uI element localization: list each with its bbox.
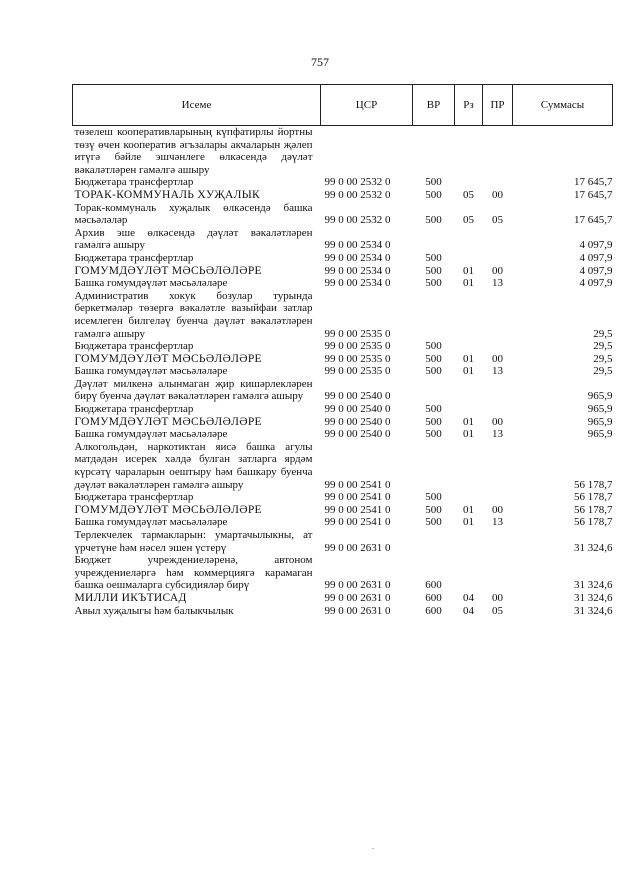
cell-pr: 13: [492, 516, 503, 529]
cell-sum: 56 178,7: [574, 516, 613, 529]
cell-csr: 99 0 00 2532 0: [324, 214, 391, 227]
cell-sum: 56 178,7: [574, 491, 613, 504]
cell-sum: 31 324,6: [574, 579, 613, 592]
cell-pr: [483, 176, 513, 189]
cell-pr: [483, 252, 513, 265]
cell-name: ГОМУМДӘҮЛӘТ МӘСЬӘЛӘЛӘРЕ: [74, 415, 262, 428]
cell-rz: [455, 529, 483, 554]
cell-sum: 965,9: [587, 403, 613, 416]
cell-vr: 500: [425, 403, 442, 416]
header-vr: ВР: [413, 85, 455, 126]
cell-sum: 56 178,7: [574, 478, 613, 491]
cell-name: Дәүләт милкенә алынмаган җир кишәрлекләрен бирү буенча дәүләт вәкаләтләрен гамәлгә ашыру: [74, 377, 313, 403]
cell-pr: [483, 529, 513, 554]
cell-pr: [483, 378, 513, 403]
cell-name: Архив эше өлкәсендә дәүләт вәкаләтләрен гамәлгә ашыру: [74, 226, 313, 252]
cell-name: Бюджетара трансфертлар: [74, 403, 194, 416]
header-sum: Суммасы: [513, 85, 613, 126]
cell-vr: [413, 378, 455, 403]
cell-rz: 04: [463, 591, 474, 604]
cell-name: төзелеш кооперативларының күпфатирлы йортны төзү өчен кооператив әгъзалары акчаларын җәлеп итүгә бәйле эшчәнлеге өлкәсендә дәүләт вәкаләтләрен гамәлгә ашыру: [74, 126, 313, 176]
cell-rz: [455, 227, 483, 252]
cell-sum: 965,9: [587, 390, 613, 403]
cell-csr: 99 0 00 2540 0: [324, 428, 391, 441]
table-row: [73, 176, 613, 189]
cell-sum: [513, 126, 613, 177]
cell-name: ГОМУМДӘҮЛӘТ МӘСЬӘЛӘЛӘРЕ: [74, 503, 262, 516]
scan-speck: [372, 848, 374, 849]
cell-csr: 99 0 00 2534 0: [324, 264, 391, 277]
cell-vr: 500: [425, 251, 442, 264]
cell-sum: 29,5: [593, 352, 613, 365]
cell-rz: [455, 441, 483, 491]
cell-sum: 4 097,9: [579, 264, 613, 277]
cell-pr: 13: [492, 277, 503, 290]
table-row: [73, 252, 613, 265]
cell-vr: 600: [425, 591, 442, 604]
cell-name: Авыл хуҗалыгы һәм балыкчылык: [74, 604, 234, 617]
cell-sum: 17 645,7: [574, 188, 613, 201]
cell-vr: 500: [425, 264, 442, 277]
cell-sum: 31 324,6: [574, 541, 613, 554]
table-row: [73, 353, 613, 366]
table-row: [73, 227, 613, 252]
table-row: [73, 605, 613, 618]
cell-csr: 99 0 00 2532 0: [324, 176, 391, 189]
cell-vr: 500: [425, 188, 442, 201]
cell-name: Бюджет учреждениеләренә, автоном учреждениеләргә һәм коммерциягә карамаган башка оешмаларга субсидияләр бирү: [74, 554, 313, 592]
cell-rz: [455, 176, 483, 189]
table-row: [73, 290, 613, 340]
cell-vr: [413, 441, 455, 491]
cell-vr: [413, 529, 455, 554]
cell-pr: 00: [492, 352, 503, 365]
cell-pr: 05: [492, 604, 503, 617]
budget-table: [72, 84, 613, 617]
cell-pr: 00: [492, 264, 503, 277]
cell-sum: 17 645,7: [574, 176, 613, 189]
cell-name: Бюджетара трансфертлар: [74, 491, 194, 504]
header-csr: ЦСР: [321, 85, 413, 126]
cell-rz: 05: [463, 188, 474, 201]
cell-csr: 99 0 00 2535 0: [324, 327, 391, 340]
cell-csr: 99 0 00 2535 0: [324, 340, 391, 353]
cell-csr: 99 0 00 2540 0: [324, 415, 391, 428]
cell-vr: 500: [425, 352, 442, 365]
cell-csr: 99 0 00 2631 0: [324, 604, 391, 617]
cell-vr: [413, 290, 455, 340]
cell-pr: [483, 554, 513, 592]
header-rz: Рз: [455, 85, 483, 126]
cell-csr: 99 0 00 2541 0: [324, 478, 391, 491]
cell-sum: 29,5: [593, 340, 613, 353]
cell-sum: 965,9: [587, 415, 613, 428]
table-row: [73, 441, 613, 491]
cell-rz: [455, 126, 483, 177]
table-row: [73, 340, 613, 353]
cell-pr: [483, 441, 513, 491]
table-header: [73, 85, 613, 126]
cell-csr: 99 0 00 2534 0: [324, 239, 391, 252]
cell-name: Башка гомумдәүләт мәсьәләләре: [74, 428, 228, 441]
cell-vr: 600: [425, 604, 442, 617]
cell-name: Башка гомумдәүләт мәсьәләләре: [74, 516, 228, 529]
table-row: [73, 491, 613, 504]
table-row: [73, 403, 613, 416]
cell-name: Терлекчелек тармакларын: умартачылыкны, ат үрчетүне һәм нәсел эшен үстерү: [74, 529, 313, 554]
cell-pr: 00: [492, 415, 503, 428]
cell-csr: 99 0 00 2535 0: [324, 365, 391, 378]
cell-csr: 99 0 00 2532 0: [324, 188, 391, 201]
table-row: [73, 529, 613, 554]
cell-csr: 99 0 00 2631 0: [324, 579, 391, 592]
cell-sum: 31 324,6: [574, 604, 613, 617]
table-row: [73, 189, 613, 202]
cell-csr: 99 0 00 2540 0: [324, 390, 391, 403]
cell-sum: 4 097,9: [579, 277, 613, 290]
cell-csr: 99 0 00 2540 0: [324, 403, 391, 416]
cell-rz: 01: [463, 516, 474, 529]
cell-name: Башка гомумдәүләт мәсьәләләре: [74, 365, 228, 378]
cell-csr: 99 0 00 2541 0: [324, 503, 391, 516]
cell-csr: 99 0 00 2631 0: [324, 541, 391, 554]
header-pr: ПР: [483, 85, 513, 126]
cell-pr: [483, 340, 513, 353]
cell-rz: 05: [463, 214, 474, 227]
cell-rz: [455, 340, 483, 353]
cell-name: ГОМУМДӘҮЛӘТ МӘСЬӘЛӘЛӘРЕ: [74, 264, 262, 277]
cell-sum: 31 324,6: [574, 591, 613, 604]
cell-sum: 56 178,7: [574, 503, 613, 516]
cell-rz: 01: [463, 352, 474, 365]
cell-sum: 17 645,7: [574, 214, 613, 227]
table-row: [73, 277, 613, 290]
cell-vr: 500: [425, 491, 442, 504]
cell-rz: [455, 290, 483, 340]
cell-pr: [483, 403, 513, 416]
cell-sum: 4 097,9: [579, 251, 613, 264]
cell-pr: [483, 290, 513, 340]
cell-name: Бюджетара трансфертлар: [74, 251, 194, 264]
table-row: [73, 378, 613, 403]
cell-name: Административ хокук бозулар турында беркетмәләр төзергә вәкаләтле вазыйфаи затлар исемлеген билгеләү буенча дәүләт вәкаләтләрен гамәлгә ашыру: [74, 289, 313, 340]
cell-vr: [413, 227, 455, 252]
cell-csr: 99 0 00 2541 0: [324, 516, 391, 529]
cell-pr: 13: [492, 428, 503, 441]
cell-sum: 965,9: [587, 428, 613, 441]
cell-pr: 05: [492, 214, 503, 227]
cell-pr: [483, 491, 513, 504]
cell-vr: 500: [425, 428, 442, 441]
table-row: [73, 416, 613, 429]
cell-rz: [455, 491, 483, 504]
table-row: [73, 365, 613, 378]
cell-csr: [321, 126, 413, 177]
cell-name: МИЛЛИ ИКЪТИСАД: [74, 591, 187, 604]
table-row: [73, 516, 613, 529]
cell-vr: 600: [425, 579, 442, 592]
table-row: [73, 428, 613, 441]
cell-rz: 01: [463, 264, 474, 277]
cell-pr: [483, 227, 513, 252]
cell-vr: 500: [425, 516, 442, 529]
cell-pr: [483, 126, 513, 177]
cell-vr: 500: [425, 415, 442, 428]
table-row: [73, 126, 613, 177]
cell-rz: [455, 252, 483, 265]
header-name: Исеме: [73, 85, 321, 126]
cell-name: Торак-коммуналь хуҗалык өлкәсендә башка мәсьәләләр: [74, 201, 313, 227]
cell-vr: 500: [425, 340, 442, 353]
cell-vr: [413, 126, 455, 177]
cell-vr: 500: [425, 503, 442, 516]
cell-vr: 500: [425, 176, 442, 189]
cell-pr: 00: [492, 503, 503, 516]
cell-csr: 99 0 00 2541 0: [324, 491, 391, 504]
cell-sum: 4 097,9: [579, 239, 613, 252]
cell-rz: 01: [463, 415, 474, 428]
cell-name: Бюджетара трансфертлар: [74, 176, 194, 189]
cell-rz: [455, 378, 483, 403]
cell-rz: [455, 554, 483, 592]
cell-rz: 01: [463, 428, 474, 441]
cell-name: Бюджетара трансфертлар: [74, 340, 194, 353]
table-row: [73, 202, 613, 227]
cell-pr: 00: [492, 188, 503, 201]
cell-pr: 00: [492, 591, 503, 604]
cell-rz: 04: [463, 604, 474, 617]
table-row: [73, 592, 613, 605]
cell-name: Башка гомумдәүләт мәсьәләләре: [74, 277, 228, 290]
cell-rz: 01: [463, 503, 474, 516]
cell-sum: 29,5: [593, 327, 613, 340]
cell-vr: 500: [425, 277, 442, 290]
cell-name: Алкогольдән, наркотиктан яисә башка агулы матдәдән исерек хәлдә булган затларга ярдәм күрсәтү чараларын оештыру һәм башкару буенча дәүләт вәкаләтләрен гамәлгә ашыру: [74, 440, 313, 491]
cell-csr: 99 0 00 2535 0: [324, 352, 391, 365]
page-number: 757: [311, 55, 329, 69]
cell-sum: 29,5: [593, 365, 613, 378]
cell-csr: 99 0 00 2631 0: [324, 591, 391, 604]
table-row: [73, 265, 613, 278]
cell-csr: 99 0 00 2534 0: [324, 251, 391, 264]
cell-vr: 500: [425, 214, 442, 227]
cell-vr: 500: [425, 365, 442, 378]
cell-rz: 01: [463, 365, 474, 378]
cell-pr: 13: [492, 365, 503, 378]
cell-name: ТОРАК-КОММУНАЛЬ ХУҖАЛЫК: [74, 188, 261, 201]
table-row: [73, 554, 613, 592]
cell-csr: 99 0 00 2534 0: [324, 277, 391, 290]
table-body: [73, 126, 613, 618]
cell-rz: 01: [463, 277, 474, 290]
table-row: [73, 504, 613, 517]
cell-rz: [455, 403, 483, 416]
cell-name: ГОМУМДӘҮЛӘТ МӘСЬӘЛӘЛӘРЕ: [74, 352, 262, 365]
